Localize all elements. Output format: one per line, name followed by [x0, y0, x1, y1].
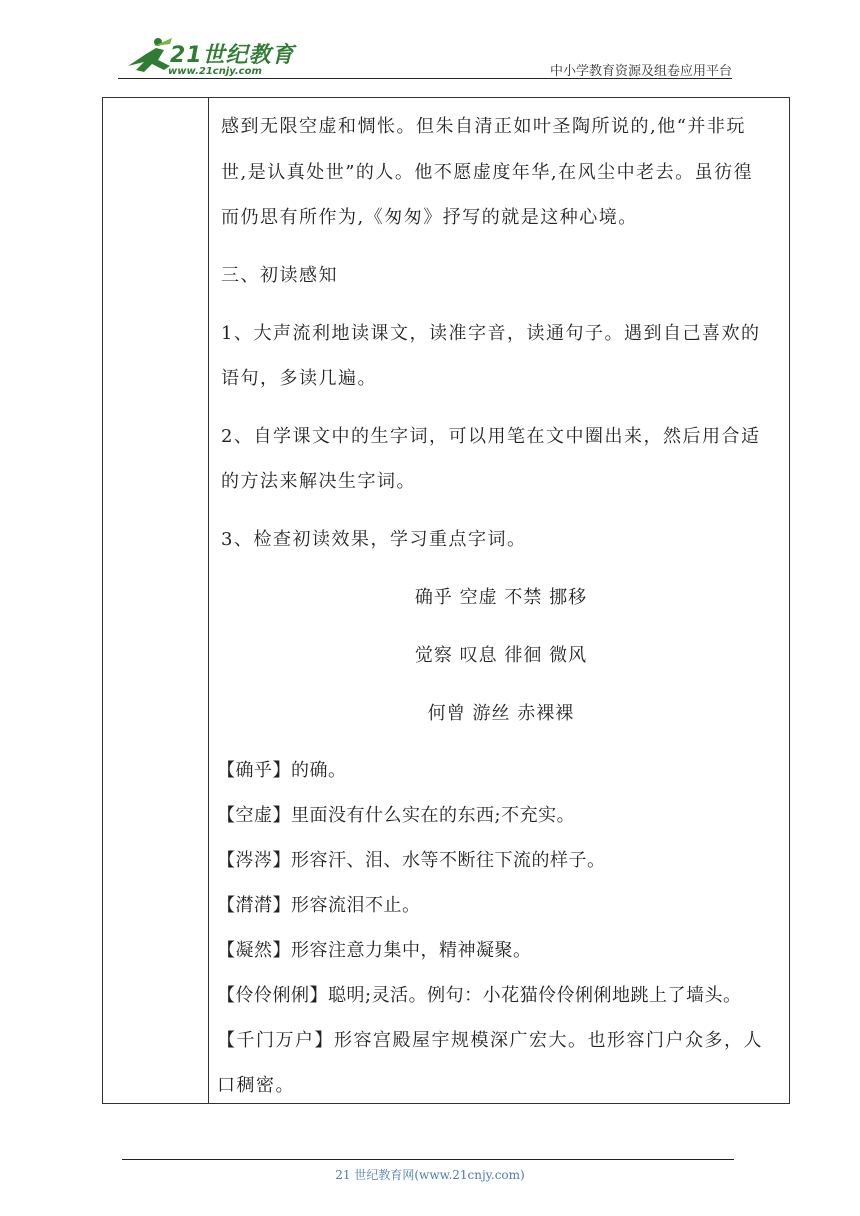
paragraph-line: 世,是认真处世”的人。他不愿虚度年华,在风尘中老去。虽彷徨: [221, 162, 754, 183]
item-1-line: 1、大声流利地读课文，读准字音，读通句子。遇到自己喜欢的: [221, 323, 761, 344]
page-header: [0, 0, 860, 90]
footer-divider: [122, 1159, 734, 1160]
item-2-line: 2、自学课文中的生字词，可以用笔在文中圈出来，然后用合适: [221, 426, 761, 447]
item-1-line: 语句，多读几遍。: [221, 368, 377, 389]
item-2-line: 的方法来解决生字词。: [221, 471, 416, 492]
definition: 【伶伶俐俐】聪明;灵活。例句：小花猫伶伶俐俐地跳上了墙头。: [217, 985, 742, 1006]
paragraph-line: 感到无限空虚和惆怅。但朱自清正如叶圣陶所说的,他“并非玩: [221, 116, 746, 137]
logo-text: 21世纪教育: [170, 43, 295, 68]
paragraph-line: 而仍思有所作为,《匆匆》抒写的就是这种心境。: [221, 207, 638, 228]
definition: 【确乎】的确。: [217, 760, 347, 781]
footer-text: 21 世纪教育网(www.21cnjy.com): [335, 1168, 525, 1182]
section-heading: 三、初读感知: [221, 265, 338, 286]
lesson-table: [102, 97, 790, 1104]
word-row: 确乎 空虚 不禁 挪移: [414, 587, 588, 608]
definition: 【空虚】里面没有什么实在的东西;不充实。: [217, 805, 576, 826]
definition: 【凝然】形容注意力集中，精神凝聚。: [217, 940, 532, 961]
definition: 【潸潸】形容流泪不止。: [217, 895, 421, 916]
platform-title: 中小学教育资源及组卷应用平台: [549, 64, 732, 79]
definition: 口稠密。: [217, 1075, 295, 1096]
definition: 【千门万户】形容宫殿屋宇规模深广宏大。也形容门户众多，人: [217, 1030, 763, 1051]
logo-url: www.21cnjy.com: [168, 66, 262, 77]
word-row: 觉察 叹息 徘徊 微风: [414, 645, 588, 666]
item-3: 3、检查初读效果，学习重点字词。: [221, 529, 527, 550]
word-row: 何曾 游丝 赤裸裸: [427, 703, 575, 724]
definition: 【涔涔】形容汗、泪、水等不断往下流的样子。: [217, 850, 606, 871]
column-divider: [208, 98, 209, 1103]
header-divider: [118, 78, 732, 79]
